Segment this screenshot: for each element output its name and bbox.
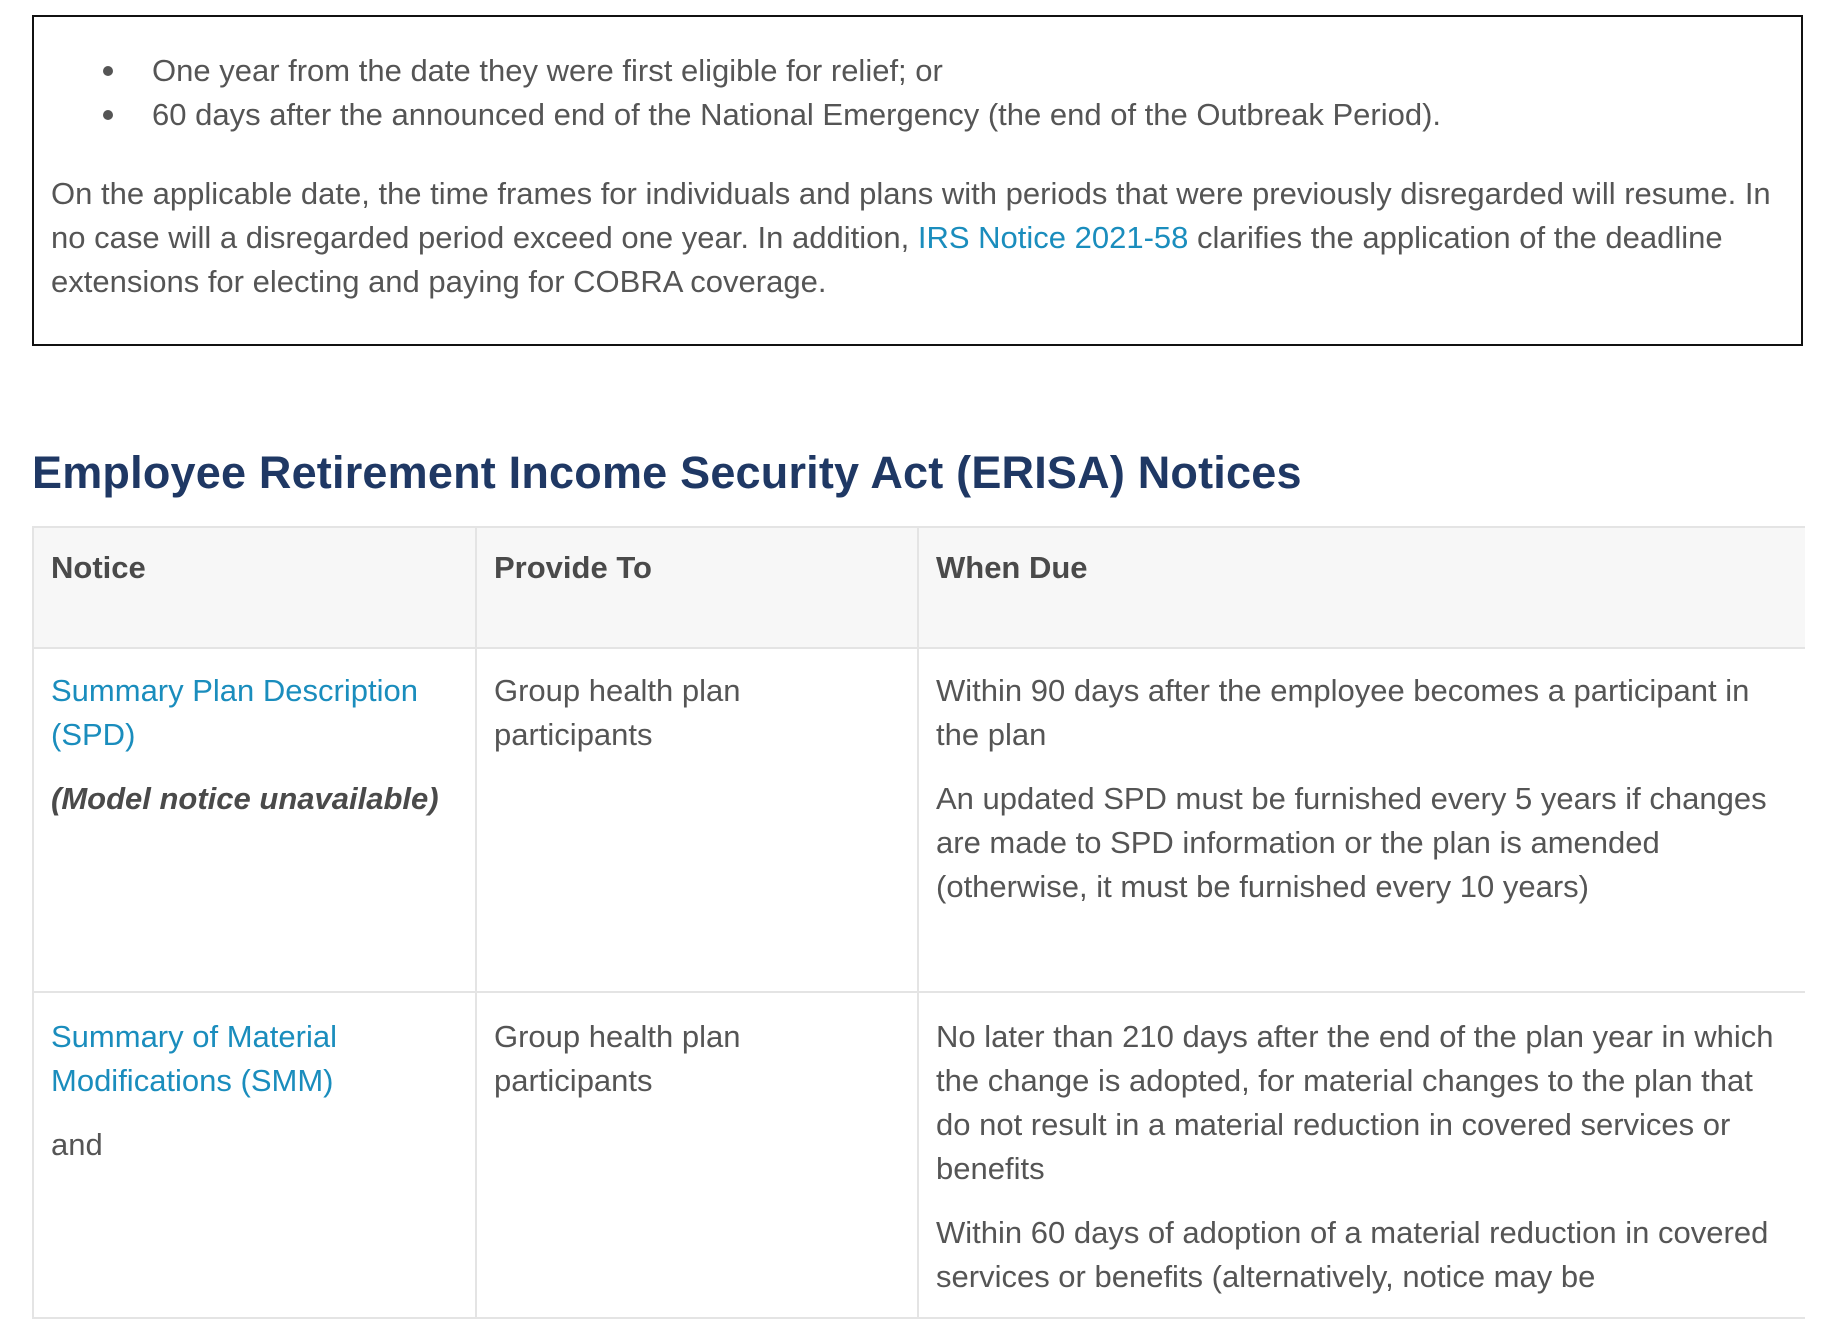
when-due-text: Within 90 days after the employee becomes a participant in the plan bbox=[936, 673, 1750, 752]
erisa-notices-table-container bbox=[32, 526, 1805, 1334]
notice-conjunction: and bbox=[51, 1127, 103, 1162]
table-row bbox=[33, 992, 1805, 1318]
smm-link[interactable]: Summary of Material Modifications (SMM) bbox=[51, 1019, 337, 1098]
list-item-text: 60 days after the announced end of the National Emergency (the end of the Outbreak Period). bbox=[152, 97, 1442, 132]
when-due-cell bbox=[918, 648, 1805, 992]
list-item-text: One year from the date they were first eligible for relief; or bbox=[152, 53, 943, 88]
callout-text-after-link: clarifies the application of the deadline extensions for electing and paying for COBRA coverage. bbox=[51, 220, 1723, 299]
column-header-notice: Notice bbox=[33, 527, 476, 648]
table-header-row bbox=[33, 527, 1805, 648]
erisa-notices-table bbox=[32, 526, 1805, 1319]
when-due-text: An updated SPD must be furnished every 5 years if changes are made to SPD information or the plan is amended (otherwise, it must be furnished every 10 years) bbox=[936, 781, 1767, 904]
provide-to-text: Group health plan participants bbox=[494, 1019, 741, 1098]
when-due-cell bbox=[918, 992, 1805, 1318]
provide-to-cell bbox=[476, 648, 918, 992]
column-header-when-due: When Due bbox=[918, 527, 1805, 648]
model-notice-note: (Model notice unavailable) bbox=[51, 781, 439, 816]
notice-cell bbox=[33, 992, 476, 1318]
spd-link[interactable]: Summary Plan Description (SPD) bbox=[51, 673, 418, 752]
when-due-text: No later than 210 days after the end of the plan year in which the change is adopted, for material changes to the plan that do not result in a material reduction in covered services or benefits bbox=[936, 1019, 1774, 1186]
list-item bbox=[68, 49, 1748, 93]
provide-to-cell bbox=[476, 992, 918, 1318]
bullet-icon bbox=[103, 110, 113, 120]
callout-paragraph bbox=[51, 172, 1791, 304]
covid-relief-callout-box bbox=[32, 15, 1803, 346]
when-due-text: Within 60 days of adoption of a material reduction in covered services or benefits (alternatively, notice may be bbox=[936, 1215, 1769, 1294]
bullet-icon bbox=[103, 66, 113, 76]
section-title: Employee Retirement Income Security Act (ERISA) Notices bbox=[32, 447, 1302, 498]
column-header-provide-to: Provide To bbox=[476, 527, 918, 648]
list-item bbox=[68, 93, 1748, 137]
table-row bbox=[33, 648, 1805, 992]
callout-text-before-link: On the applicable date, the time frames for individuals and plans with periods that were previously disregarded will resume. In no case will a disregarded period exceed one year. In addition, bbox=[51, 176, 1771, 255]
provide-to-text: Group health plan participants bbox=[494, 673, 741, 752]
relief-deadline-list bbox=[68, 49, 1748, 137]
notice-cell bbox=[33, 648, 476, 992]
irs-notice-link[interactable]: IRS Notice 2021-58 bbox=[917, 220, 1189, 255]
